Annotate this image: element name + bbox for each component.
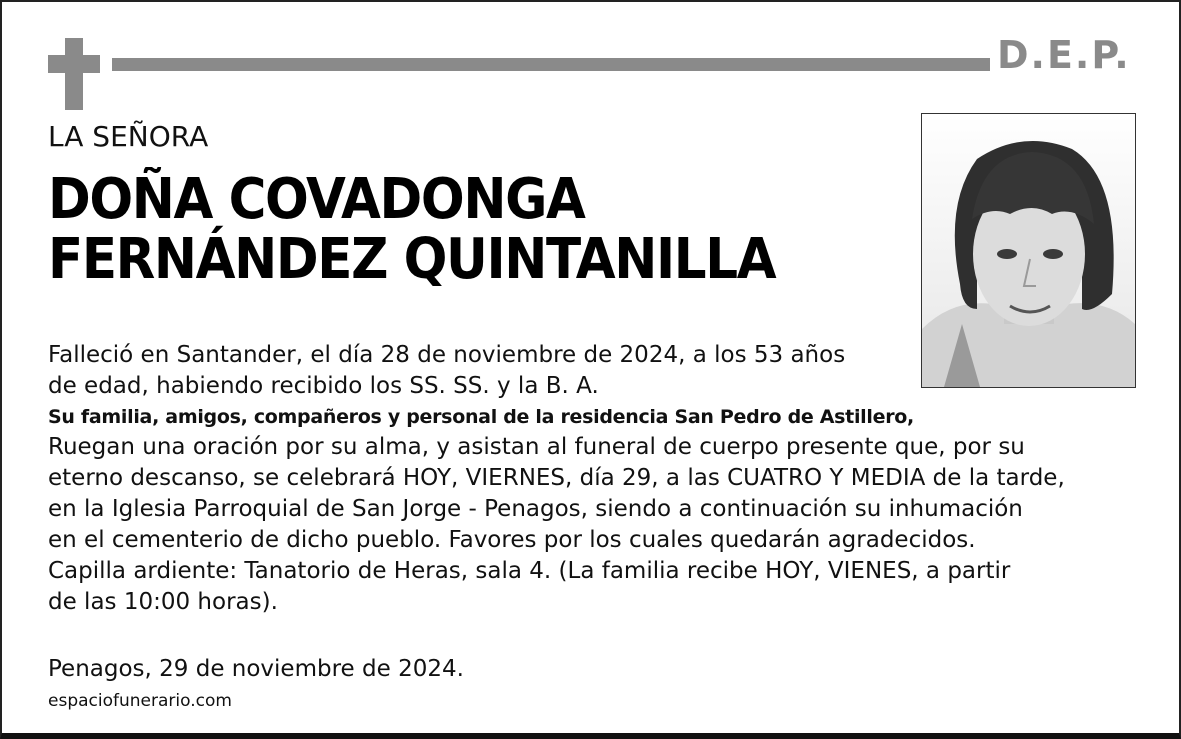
source-site: espaciofunerario.com bbox=[48, 691, 232, 711]
request-line-4: en el cementerio de dicho pueblo. Favores por los cuales quedarán agradecidos. bbox=[48, 527, 976, 553]
deceased-name bbox=[48, 167, 776, 293]
request-line-1: Ruegan una oración por su alma, y asistan al funeral de cuerpo presente que, por su bbox=[48, 434, 1025, 460]
name-line-1: DOÑA COVADONGA bbox=[48, 167, 585, 232]
notice-body bbox=[48, 340, 1128, 618]
death-line-2: de edad, habiendo recibido los SS. SS. y la B. A. bbox=[48, 373, 599, 399]
death-line-1: Falleció en Santander, el día 28 de noviembre de 2024, a los 53 años bbox=[48, 342, 846, 368]
cross-icon bbox=[48, 38, 100, 110]
request-line-3: en la Iglesia Parroquial de San Jorge - Penagos, siendo a continuación su inhumación bbox=[48, 496, 1023, 522]
place-date: Penagos, 29 de noviembre de 2024. bbox=[48, 656, 464, 682]
request-line-6: de las 10:00 horas). bbox=[48, 589, 278, 615]
family-line: Su familia, amigos, compañeros y personal de la residencia San Pedro de Astillero, bbox=[48, 406, 914, 428]
name-line-2: FERNÁNDEZ QUINTANILLA bbox=[48, 227, 776, 293]
request-line-5: Capilla ardiente: Tanatorio de Heras, sala 4. (La familia recibe HOY, VIENES, a partir bbox=[48, 558, 1011, 584]
request-line-2: eterno descanso, se celebrará HOY, VIERNES, día 29, a las CUATRO Y MEDIA de la tarde, bbox=[48, 465, 1065, 491]
header-rule bbox=[112, 58, 990, 71]
dep-label: D.E.P. bbox=[997, 33, 1131, 77]
honorific: LA SEÑORA bbox=[48, 120, 209, 153]
